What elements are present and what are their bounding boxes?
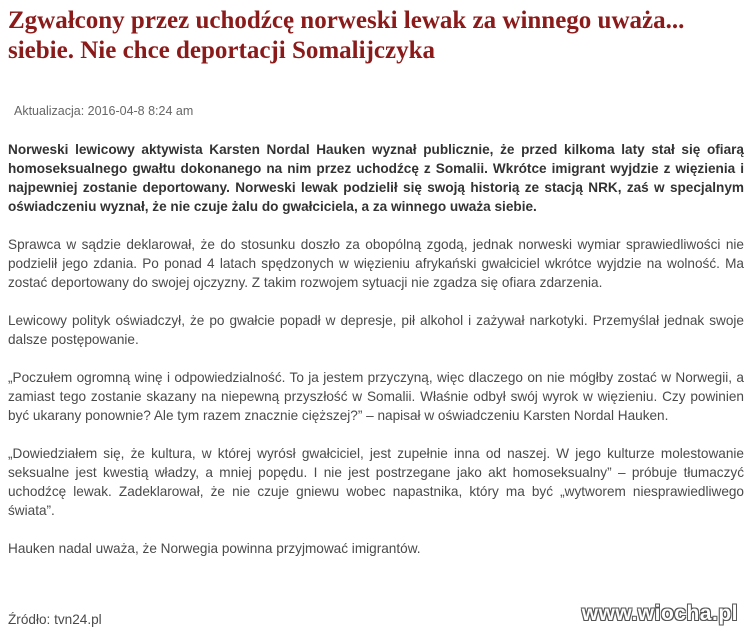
article-body (8, 140, 744, 577)
article-title: Zgwałcony przez uchodźcę norweski lewak za winnego uważa... siebie. Nie chce deportacji Somalijczyka (8, 7, 685, 64)
article-paragraph: Sprawca w sądzie deklarował, że do stosunku doszło za obopólną zgodą, jednak norweski wymiar sprawiedliwości nie podzielił jego zdania. Po ponad 4 latach spędzonych w więzieniu afrykański gwałciciel wkrótce wyjdzie na wolność. Ma zostać deportowany do swojej ojczyzny. Z takim rozwojem sytuacji nie zgadza się ofiara zdarzenia. (8, 237, 744, 290)
article-paragraph: Lewicowy polityk oświadczył, że po gwałcie popadł w depresje, pił alkohol i zażywał narkotyki. Przemyślał jednak swoje dalsze postępowanie. (8, 313, 744, 347)
article-quote: „Poczułem ogromną winę i odpowiedzialność. To ja jestem przyczyną, więc dlaczego on nie mógłby zostać w Norwegii, a zamiast tego zostanie skazany na niepewną przyszłość w Somalii. Właśnie odbył swój wyrok w więzieniu. Czy powinien być ukarany ponownie? Ale tym razem znacznie cięższej?” – napisał w oświadczeniu Karsten Nordal Hauken. (8, 370, 744, 423)
update-timestamp: Aktualizacja: 2016-04-8 8:24 am (14, 104, 194, 118)
article-lead: Norweski lewicowy aktywista Karsten Nordal Hauken wyznał publicznie, że przed kilkoma laty stał się ofiarą homoseksualnego gwałtu dokonanego na nim przez uchodźcę z Somalii. Wkrótce imigrant wyjdzie z więzienia i najpewniej zostanie deportowany. Norweski lewak podzielił się swoją historią ze stacją NRK, zaś w specjalnym oświadczeniu wyznał, że nie czuje żalu do gwałciciela, a za winnego uważa siebie. (8, 142, 744, 214)
article-paragraph: Hauken nadal uważa, że Norwegia powinna przyjmować imigrantów. (8, 541, 421, 556)
article-quote: „Dowiedziałem się, że kultura, w której wyrósł gwałciciel, jest zupełnie inna od naszej. W jego kulturze molestowanie seksualne jest kwestią władzy, a mniej popędu. I nie jest postrzegane jako akt homoseksualny” – próbuje tłumaczyć uchodźcę lewak. Zadeklarował, że nie czuje gniewu wobec napastnika, który ma być „wytworem niesprawiedliwego świata”. (8, 446, 744, 518)
site-watermark: www.wiocha.pl (581, 602, 738, 625)
article-source: Źródło: tvn24.pl (8, 612, 102, 627)
